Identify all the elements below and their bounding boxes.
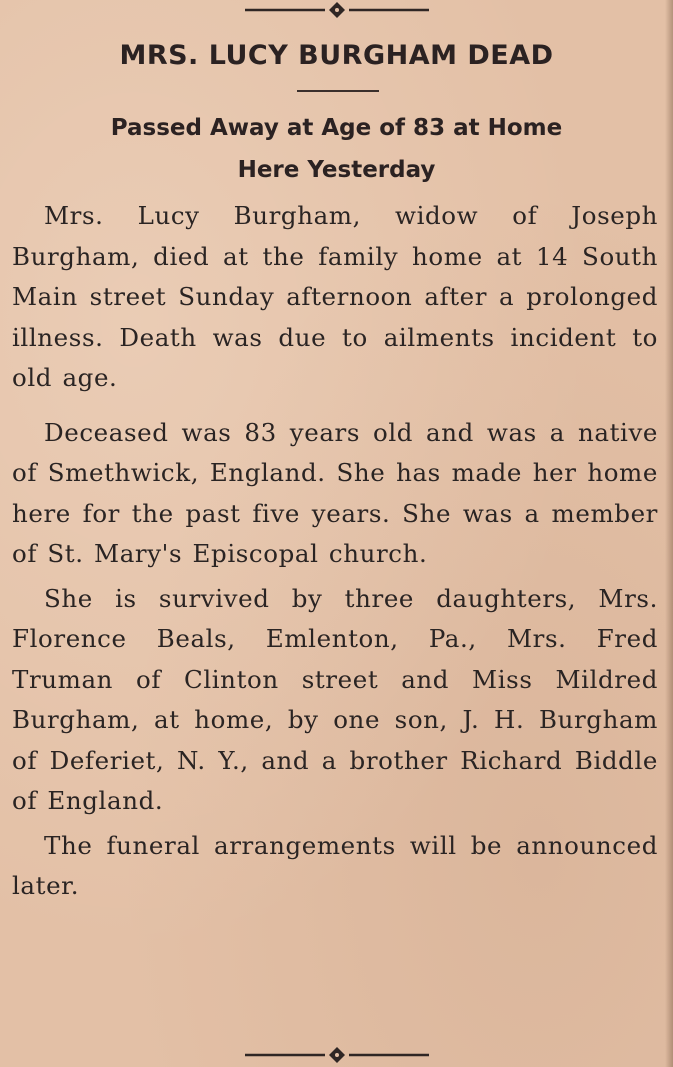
paragraph-survivors: She is survived by three daughters, Mrs. Florence Beals, Emlenton, Pa., Mrs. Fred Truman of Clinton street and Miss Mildred Burgham, at home, by one son, J. H. Burgham of Deferiet, N. Y., and a brother Richard Biddle of England. <box>12 583 658 815</box>
paragraph-death-notice: Mrs. Lucy Burgham, widow of Joseph Burgham, died at the family home at 14 South Main street Sunday afternoon after a prolonged illness. Death was due to ailments incident to old age. <box>12 201 658 392</box>
paragraph-funeral: The funeral arrangements will be announced later. <box>12 830 658 900</box>
divider-diamond-icon <box>237 0 437 20</box>
paper-edge-shadow <box>665 0 673 1067</box>
bottom-divider <box>0 1045 673 1065</box>
headline: MRS. LUCY BURGHAM DEAD <box>119 40 554 71</box>
subheadline-line-1: Passed Away at Age of 83 at Home <box>110 115 563 141</box>
divider-diamond-icon <box>237 1045 437 1065</box>
paragraph-biography: Deceased was 83 years old and was a native of Smethwick, England. She has made her home here for the past five years. She was a member of St. Mary's Episcopal church. <box>12 417 658 568</box>
subheadline-line-2: Here Yesterday <box>237 157 436 183</box>
article-body <box>12 196 658 907</box>
headline-rule <box>297 90 379 92</box>
subheadline <box>0 107 673 191</box>
top-divider <box>0 0 673 20</box>
